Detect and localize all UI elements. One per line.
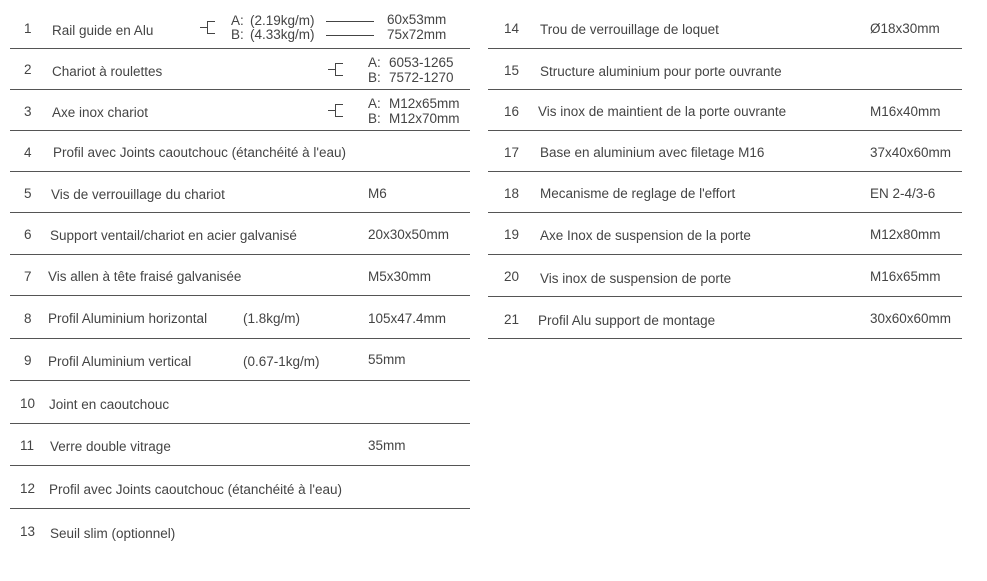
item-name: Base en aluminium avec filetage M16 xyxy=(540,145,765,160)
item-number: 14 xyxy=(504,21,520,36)
table-row xyxy=(10,213,470,255)
item-spec: M16x65mm xyxy=(870,269,941,284)
variant-value: M12x65mm xyxy=(389,96,460,111)
item-name: Structure aluminium pour porte ouvrante xyxy=(540,64,782,79)
item-spec: M6 xyxy=(368,186,387,201)
item-spec: M5x30mm xyxy=(368,269,432,284)
table-row xyxy=(488,213,962,255)
item-name: Mecanisme de reglage de l'effort xyxy=(540,186,736,201)
item-name: Profil Alu support de montage xyxy=(538,313,716,328)
item-name: Vis inox de suspension de porte xyxy=(540,271,732,286)
variant-value: M12x70mm xyxy=(389,111,460,126)
item-number: 5 xyxy=(24,186,32,201)
bracket-icon xyxy=(200,21,214,33)
item-name: Axe Inox de suspension de la porte xyxy=(540,228,751,243)
table-row xyxy=(10,466,470,509)
item-name: Profil Aluminium vertical xyxy=(48,354,192,369)
item-spec: Ø18x30mm xyxy=(870,21,940,36)
item-number: 17 xyxy=(504,145,520,160)
table-row xyxy=(10,255,470,296)
variant-value: 6053-1265 xyxy=(389,55,454,70)
variant-label: A: xyxy=(368,55,381,70)
item-number: 19 xyxy=(504,227,520,242)
variant-value: 7572-1270 xyxy=(389,70,454,85)
item-name: Joint en caoutchouc xyxy=(49,397,170,412)
table-row xyxy=(488,131,962,172)
variant-label: B: xyxy=(368,111,381,126)
table-row xyxy=(10,339,470,381)
item-number: 9 xyxy=(24,353,32,368)
item-name: Profil avec Joints caoutchouc (étanchéité à l'eau) xyxy=(49,482,342,497)
table-row xyxy=(10,424,470,466)
table-row xyxy=(10,381,470,424)
variant-weight: (2.19kg/m) xyxy=(250,13,315,28)
table-row xyxy=(10,49,470,90)
item-number: 13 xyxy=(20,524,36,539)
item-spec: M16x40mm xyxy=(870,104,941,119)
variant-label: B: xyxy=(231,27,244,42)
item-number: 6 xyxy=(24,227,32,242)
item-number: 12 xyxy=(20,481,36,496)
item-name: Vis inox de maintient de la porte ouvrante xyxy=(538,104,787,119)
variant-size: 60x53mm xyxy=(387,12,447,27)
bracket-icon xyxy=(328,63,342,75)
item-number: 21 xyxy=(504,312,520,327)
item-number: 8 xyxy=(24,311,32,326)
table-row xyxy=(488,49,962,90)
item-number: 11 xyxy=(20,438,35,453)
variant-label: B: xyxy=(368,70,381,85)
item-name: Rail guide en Alu xyxy=(52,23,154,38)
item-name: Seuil slim (optionnel) xyxy=(50,526,176,541)
table-row xyxy=(488,90,962,131)
item-weight: (0.67-1kg/m) xyxy=(243,354,320,369)
table-row xyxy=(10,8,470,49)
item-name: Trou de verrouillage de loquet xyxy=(540,22,719,37)
item-number: 10 xyxy=(20,396,36,411)
table-row xyxy=(488,255,962,297)
item-number: 3 xyxy=(24,104,32,119)
item-number: 20 xyxy=(504,269,520,284)
leader-line xyxy=(326,21,374,22)
item-spec: EN 2-4/3-6 xyxy=(870,186,936,201)
item-spec: M12x80mm xyxy=(870,227,941,242)
item-number: 7 xyxy=(24,269,32,284)
item-name: Profil avec Joints caoutchouc (étanchéité à l'eau) xyxy=(53,145,346,160)
table-row xyxy=(10,131,470,172)
variant-size: 75x72mm xyxy=(387,27,447,42)
item-spec: 55mm xyxy=(368,352,406,367)
item-name: Chariot à roulettes xyxy=(52,64,163,79)
table-row xyxy=(10,296,470,339)
item-number: 15 xyxy=(504,63,520,78)
item-weight: (1.8kg/m) xyxy=(243,311,301,326)
item-spec: 35mm xyxy=(368,438,406,453)
table-row xyxy=(488,8,962,49)
item-spec: 37x40x60mm xyxy=(870,145,952,160)
variant-weight: (4.33kg/m) xyxy=(250,27,315,42)
item-number: 4 xyxy=(24,145,32,160)
table-row xyxy=(10,172,470,213)
item-name: Verre double vitrage xyxy=(50,439,171,454)
item-name: Vis de verrouillage du chariot xyxy=(51,187,225,202)
item-spec: 20x30x50mm xyxy=(368,227,450,242)
table-row xyxy=(10,509,470,551)
item-spec: 105x47.4mm xyxy=(368,311,447,326)
variant-label: A: xyxy=(368,96,381,111)
table-row xyxy=(488,172,962,213)
item-name: Axe inox chariot xyxy=(52,105,149,120)
item-number: 2 xyxy=(24,62,32,77)
variant-label: A: xyxy=(231,13,244,28)
item-number: 1 xyxy=(24,21,32,36)
item-spec: 30x60x60mm xyxy=(870,311,952,326)
item-name: Support ventail/chariot en acier galvanisé xyxy=(50,228,297,243)
item-name: Profil Aluminium horizontal xyxy=(48,311,208,326)
item-number: 16 xyxy=(504,104,520,119)
bracket-icon xyxy=(328,104,342,116)
item-number: 18 xyxy=(504,186,520,201)
leader-line xyxy=(326,35,374,36)
table-row xyxy=(10,90,470,131)
item-name: Vis allen à tête fraisé galvanisée xyxy=(48,269,242,284)
table-row xyxy=(488,297,962,339)
